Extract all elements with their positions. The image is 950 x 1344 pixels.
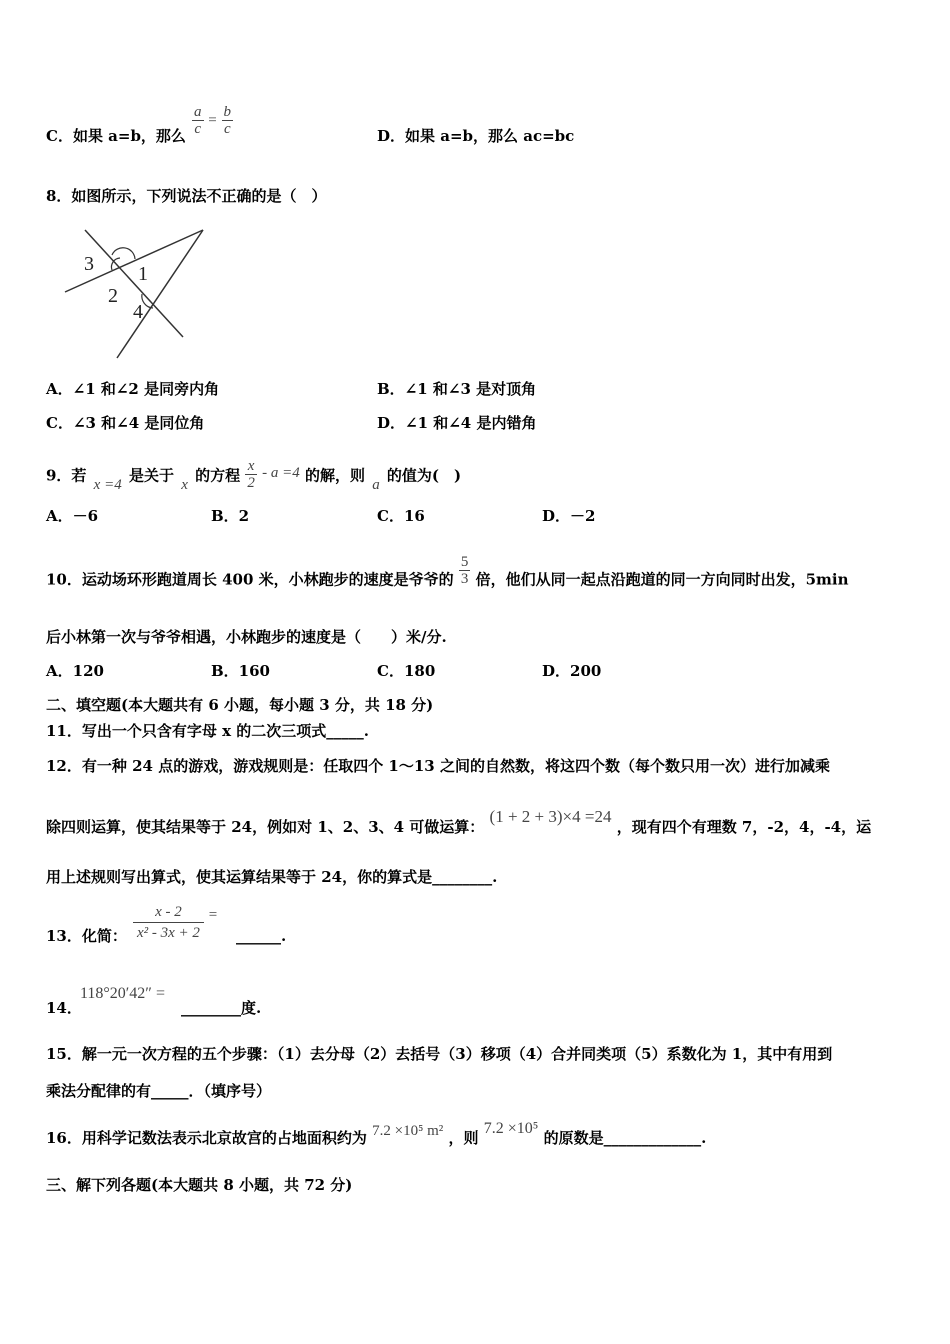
q9-math-4: a [372, 476, 380, 493]
q7-option-c-formula [192, 104, 233, 137]
q10-frac-num: 5 [460, 554, 469, 570]
q8-option-c: C．∠3 和∠4 是同位角 [46, 414, 205, 432]
q14-blank: ________度. [181, 999, 262, 1017]
q9-option-b: B．2 [211, 507, 250, 525]
q9-frac-num: x [245, 458, 257, 475]
q13-prefix: 13．化简： [46, 927, 127, 945]
q16-math-1: 7.2 ×10⁵ m² [372, 1123, 444, 1139]
q10-option-c: C．180 [377, 662, 436, 680]
q8-label-2: 2 [108, 285, 118, 307]
q9-text-5: 的值为( ) [386, 466, 462, 485]
q10-stem-line1 [46, 554, 849, 597]
q9-stem [46, 460, 461, 493]
q10-option-a: A．120 [46, 662, 104, 680]
q8-figure [60, 222, 210, 362]
q10-text-1: 10．运动场环形跑道周长 400 米，小林跑步的速度是爷爷的 [46, 570, 454, 589]
q12-line3: 用上述规则写出算式，使其运算结果等于 24，你的算式是________. [46, 868, 498, 886]
q7-frac-b-num: b [223, 104, 232, 120]
q12-line1: 12．有一种 24 点的游戏，游戏规则是：任取四个 1～13 之间的自然数，将这四个数（每个数只用一次）进行加减乘 [46, 757, 830, 775]
q7-option-c [46, 126, 186, 146]
q10-option-b: B．160 [211, 662, 270, 680]
q12-text-2: ，现有四个有理数 7，-2，4，-4，运 [616, 818, 872, 836]
q8-label-1: 1 [138, 263, 148, 285]
q9-option-a: A．－6 [46, 507, 99, 525]
q7-frac-b-den: c [223, 121, 231, 137]
q9-text-4: 的解，则 [304, 466, 365, 485]
q10-stem-line2: 后小林第一次与爷爷相遇，小林跑步的速度是（ ）米/分. [46, 628, 447, 646]
section-3-heading: 三、解下列各题(本大题共 8 小题，共 72 分) [46, 1176, 353, 1194]
q9-text-1: 9．若 [46, 466, 87, 485]
q7-equals: = [208, 112, 217, 129]
q12-line2 [46, 807, 872, 837]
q16-text-3: 的原数是_____________. [543, 1129, 707, 1147]
q13-fraction [133, 902, 217, 943]
q9-option-c: C．16 [377, 507, 425, 525]
q8-label-4: 4 [133, 301, 143, 323]
q8-stem: 8．如图所示，下列说法不正确的是（ ） [46, 187, 327, 205]
q16-text-2: ，则 [448, 1129, 479, 1147]
q9-frac-den: 2 [247, 475, 255, 491]
q9-text-2: 是关于 [128, 466, 174, 485]
q9-math-3: - a =4 [262, 464, 300, 481]
q11-stem: 11．写出一个只含有字母 x 的二次三项式_____. [46, 722, 369, 740]
q8-arc-1 [112, 248, 135, 259]
q9-option-d: D．－2 [542, 507, 596, 525]
q12-expression: (1 + 2 + 3)×4 =24 [489, 807, 612, 826]
q7-frac-a-num: a [194, 104, 202, 120]
q14-expression: 118°20′42″ = [80, 985, 165, 1002]
q13-equals: = [208, 906, 218, 923]
q9-math-2: x [181, 476, 188, 493]
q7-option-d: D．如果 a=b，那么 ac=bc [377, 127, 575, 145]
q10-frac-den: 3 [460, 571, 469, 587]
q13-denominator: x² - 3x + 2 [137, 925, 200, 941]
q10-text-2: 倍，他们从同一起点沿跑道的同一方向同时出发，5min [475, 570, 849, 589]
q9-math-1: x =4 [93, 476, 122, 493]
q13-blank: ______. [236, 927, 287, 945]
q12-text-1: 除四则运算，使其结果等于 24，例如对 1、2、3、4 可做运算： [46, 818, 485, 836]
q7-option-c-text: C．如果 a=b，那么 [46, 127, 186, 145]
q7-frac-a-den: c [194, 121, 202, 137]
q16-text-1: 16．用科学记数法表示北京故宫的占地面积约为 [46, 1129, 367, 1147]
q15-line1: 15．解一元一次方程的五个步骤：（1）去分母（2）去括号（3）移项（4）合并同类项（5）系数化为 1，其中有用到 [46, 1045, 833, 1063]
q16-math-2: 7.2 ×10⁵ [483, 1120, 539, 1137]
q8-option-a: A．∠1 和∠2 是同旁内角 [46, 380, 220, 398]
q15-line2: 乘法分配律的有_____．（填序号） [46, 1082, 272, 1100]
q8-option-d: D．∠1 和∠4 是内错角 [377, 414, 537, 432]
q8-option-b: B．∠1 和∠3 是对顶角 [377, 380, 537, 398]
q13-numerator: x - 2 [133, 902, 204, 923]
q16-stem [46, 1120, 707, 1149]
section-2-heading: 二、填空题(本大题共有 6 小题，每小题 3 分，共 18 分) [46, 696, 434, 714]
q14-prefix: 14． [46, 999, 82, 1017]
q9-text-3: 的方程 [195, 466, 241, 485]
q10-option-d: D．200 [542, 662, 602, 680]
q8-label-3: 3 [84, 253, 94, 275]
